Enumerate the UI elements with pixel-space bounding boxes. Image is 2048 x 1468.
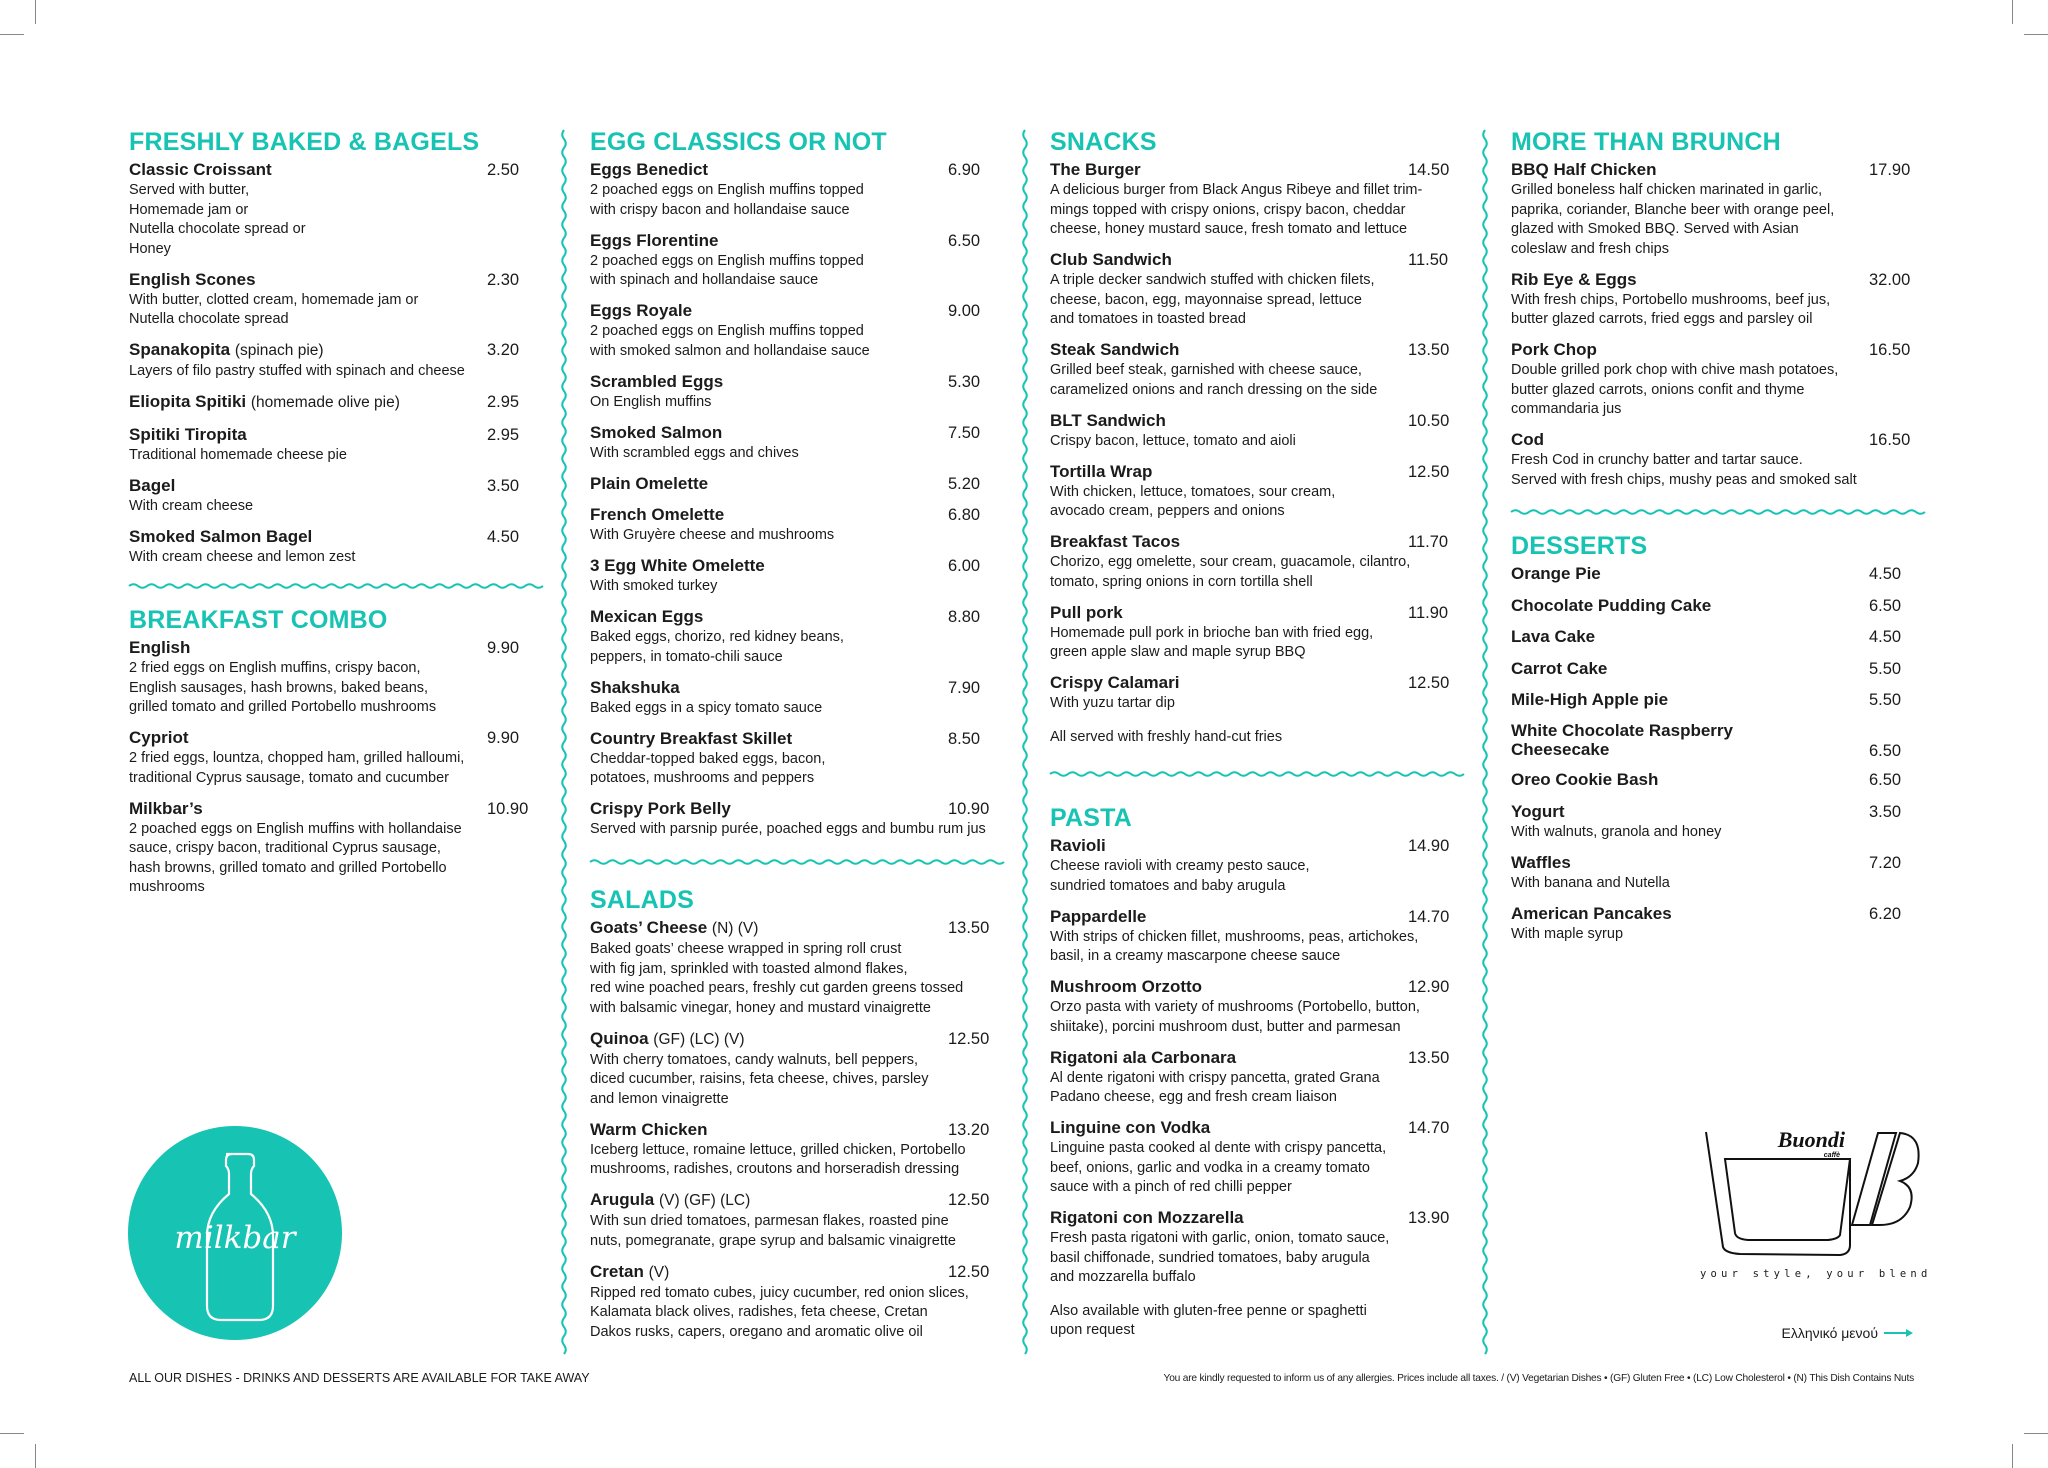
menu-item-price: 4.50 bbox=[1869, 628, 1902, 646]
wavy-section-separator bbox=[1050, 772, 1464, 776]
menu-item-name: Pull pork bbox=[1050, 602, 1123, 622]
section-title: FRESHLY BAKED & BAGELS bbox=[129, 128, 480, 156]
menu-item-name: White Chocolate Raspberry Cheesecake bbox=[1511, 720, 1733, 759]
menu-item-description: Chorizo, egg omelette, sour cream, guacamole, cilantro, tomato, spring onions in corn tortilla shell bbox=[1050, 554, 1411, 590]
menu-item-price: 6.20 bbox=[1869, 904, 1902, 923]
menu-item-description: With yuzu tartar dip bbox=[1050, 695, 1175, 711]
menu-item-description: 2 fried eggs on English muffins, crispy bacon, English sausages, hash browns, baked beans, grilled tomato and grilled Portobello mushrooms bbox=[129, 660, 437, 715]
menu-item-price: 3.50 bbox=[1869, 802, 1902, 821]
menu-item-price: 14.70 bbox=[1408, 1119, 1450, 1137]
menu-item-price: 6.50 bbox=[1869, 596, 1902, 615]
crop-mark bbox=[2024, 1433, 2048, 1434]
menu-item-name: Warm Chicken bbox=[590, 1119, 708, 1139]
menu-item-description: Double grilled pork chop with chive mash potatoes, butter glazed carrots, onions confit and thyme commandaria jus bbox=[1511, 362, 1839, 417]
menu-item-price: 8.50 bbox=[948, 729, 981, 748]
menu-item-tags: (homemade olive pie) bbox=[250, 394, 400, 411]
menu-item-name: Bagel bbox=[129, 475, 176, 495]
menu-item-name: French Omelette bbox=[590, 505, 725, 524]
menu-item-price: 14.70 bbox=[1408, 907, 1450, 926]
menu-item-name: The Burger bbox=[1050, 160, 1141, 179]
menu-item-price: 10.50 bbox=[1408, 411, 1450, 430]
menu-item-tags: (N) (V) bbox=[711, 920, 759, 937]
menu-item-name: Waffles bbox=[1511, 852, 1571, 872]
menu-item-price: 12.50 bbox=[948, 1029, 990, 1048]
menu-item-name: Rib Eye & Eggs bbox=[1511, 269, 1637, 289]
menu-item-tags: (V) (GF) (LC) bbox=[658, 1192, 751, 1209]
section-note: Also available with gluten-free penne or spaghetti upon request bbox=[1050, 1302, 1367, 1338]
menu-item-price: 9.90 bbox=[487, 639, 520, 657]
menu-item-price: 4.50 bbox=[1869, 565, 1902, 583]
wavy-section-separator bbox=[1511, 510, 1925, 514]
greek-menu-link[interactable] bbox=[1782, 1325, 1915, 1341]
menu-item-name: Carrot Cake bbox=[1511, 658, 1608, 678]
menu-item-price: 5.20 bbox=[948, 474, 981, 493]
menu-item-price: 6.00 bbox=[948, 557, 981, 575]
menu-item-price: 8.80 bbox=[948, 608, 981, 626]
menu-item-name: Spanakopita bbox=[129, 340, 231, 359]
menu-item-name: Oreo Cookie Bash bbox=[1511, 770, 1659, 789]
menu-item-price: 11.50 bbox=[1408, 251, 1449, 269]
menu-item-description: Grilled beef steak, garnished with cheese sauce, caramelized onions and ranch dressing on the side bbox=[1050, 362, 1378, 398]
menu-item-description: Served with butter, Homemade jam or Nutella chocolate spread or Honey bbox=[129, 182, 306, 257]
menu-item-name: 3 Egg White Omelette bbox=[590, 556, 765, 575]
menu-item-name: Breakfast Tacos bbox=[1050, 532, 1181, 551]
menu-item-description: Served with parsnip purée, poached eggs and bumbu rum jus bbox=[590, 821, 986, 837]
menu-item-price: 9.00 bbox=[948, 302, 981, 320]
menu-item-price: 6.50 bbox=[1869, 771, 1902, 789]
menu-item-name: Pork Chop bbox=[1511, 340, 1597, 359]
buondi-tagline: your style, your blend bbox=[1700, 1268, 1932, 1280]
menu-item-price: 14.50 bbox=[1408, 161, 1450, 179]
menu-item-name: Rigatoni ala Carbonara bbox=[1050, 1047, 1237, 1067]
menu-item-name: Crispy Pork Belly bbox=[590, 799, 731, 818]
menu-item-name: Eggs Benedict bbox=[590, 160, 709, 179]
menu-item-tags: (V) bbox=[648, 1263, 670, 1281]
menu-item-description: With cream cheese and lemon zest bbox=[129, 548, 356, 565]
menu-item-price: 11.90 bbox=[1408, 603, 1449, 622]
menu-item-price: 3.20 bbox=[487, 341, 520, 359]
buondi-logo-subtext: caffè bbox=[1823, 1152, 1840, 1159]
menu-item-description: Homemade pull pork in brioche ban with fried egg, green apple slaw and maple syrup BBQ bbox=[1050, 624, 1374, 660]
menu-item-name: Ravioli bbox=[1050, 836, 1106, 855]
menu-item-price: 11.70 bbox=[1408, 533, 1449, 551]
menu-item-description: Crispy bacon, lettuce, tomato and aioli bbox=[1050, 432, 1296, 449]
crop-mark bbox=[2012, 0, 2013, 24]
menu-item-price: 5.50 bbox=[1869, 659, 1902, 678]
menu-item-name: Mile-High Apple pie bbox=[1511, 690, 1669, 709]
crop-mark bbox=[2012, 1444, 2013, 1468]
takeaway-note: ALL OUR DISHES - DRINKS AND DESSERTS ARE AVAILABLE FOR TAKE AWAY bbox=[129, 1371, 590, 1385]
menu-item-name: Country Breakfast Skillet bbox=[590, 728, 793, 748]
allergy-note: You are kindly requested to inform us of any allergies. Prices include all taxes. / (V) Vegetarian Dishes • (GF) Gluten Free • (LC) Low Cholesterol • (N) This Dish Contains Nuts bbox=[1163, 1373, 1914, 1384]
buondi-logo bbox=[1700, 1125, 1925, 1265]
menu-item-description: With banana and Nutella bbox=[1511, 874, 1670, 891]
menu-item-name: American Pancakes bbox=[1511, 903, 1672, 923]
menu-item-description: Linguine pasta cooked al dente with crispy pancetta, beef, onions, garlic and vodka in a creamy tomato sauce with a pinch of red chilli pepper bbox=[1050, 1140, 1387, 1195]
menu-item-description: With smoked turkey bbox=[590, 578, 718, 594]
menu-item-description: With butter, clotted cream, homemade jam or Nutella chocolate spread bbox=[129, 291, 419, 327]
menu-item-name: English Scones bbox=[129, 269, 256, 289]
menu-item-price: 7.90 bbox=[948, 678, 981, 697]
menu-item-price: 5.50 bbox=[1869, 691, 1902, 709]
menu-item-description: 2 poached eggs on English muffins topped with smoked salmon and hollandaise sauce bbox=[590, 323, 870, 359]
menu-item-name: Classic Croissant bbox=[129, 160, 272, 179]
menu-item-name: Lava Cake bbox=[1511, 627, 1596, 646]
wavy-column-divider bbox=[562, 130, 566, 1354]
menu-item-name: Eggs Florentine bbox=[590, 230, 719, 250]
menu-item-name: BLT Sandwich bbox=[1050, 410, 1166, 430]
menu-item-description: 2 poached eggs on English muffins topped with crispy bacon and hollandaise sauce bbox=[590, 182, 864, 218]
menu-item-name: Crispy Calamari bbox=[1050, 673, 1180, 692]
menu-item-price: 2.95 bbox=[487, 393, 520, 411]
menu-item-price: 7.20 bbox=[1869, 853, 1902, 872]
menu-item-description: 2 fried eggs, lountza, chopped ham, grilled halloumi, traditional Cyprus sausage, tomato and cucumber bbox=[129, 750, 465, 786]
menu-item-name: Spitiki Tiropita bbox=[129, 424, 247, 444]
menu-item-description: Layers of filo pastry stuffed with spinach and cheese bbox=[129, 363, 465, 379]
menu-item-price: 12.50 bbox=[1408, 462, 1450, 481]
menu-item-price: 2.95 bbox=[487, 425, 520, 444]
menu-item-name: Cypriot bbox=[129, 728, 189, 747]
menu-item-price: 13.90 bbox=[1408, 1209, 1450, 1227]
menu-item-price: 12.50 bbox=[1408, 674, 1450, 692]
section-note: All served with freshly hand-cut fries bbox=[1050, 728, 1283, 745]
crop-mark bbox=[2024, 34, 2048, 35]
crop-mark bbox=[0, 1433, 24, 1434]
menu-item-name: Smoked Salmon Bagel bbox=[129, 526, 313, 546]
menu-item-price: 4.50 bbox=[487, 527, 520, 546]
menu-item-name: English bbox=[129, 638, 191, 657]
menu-item-tags: (GF) (LC) (V) bbox=[653, 1030, 745, 1048]
menu-item-price: 7.50 bbox=[948, 423, 981, 442]
menu-item-name: Orange Pie bbox=[1511, 564, 1601, 583]
menu-item-name: Steak Sandwich bbox=[1050, 340, 1180, 359]
menu-item-name: Pappardelle bbox=[1050, 906, 1147, 926]
wavy-column-divider bbox=[1023, 130, 1027, 1354]
menu-item-price: 32.00 bbox=[1869, 270, 1911, 289]
menu-item-price: 13.20 bbox=[948, 1120, 990, 1139]
menu-item-description: Baked eggs in a spicy tomato sauce bbox=[590, 699, 823, 716]
menu-item-price: 12.50 bbox=[948, 1191, 990, 1209]
menu-item-description: 2 poached eggs on English muffins topped with spinach and hollandaise sauce bbox=[590, 252, 864, 288]
menu-item-price: 2.50 bbox=[487, 161, 520, 179]
menu-item-description: Baked goats’ cheese wrapped in spring roll crust with fig jam, sprinkled with toasted almond flakes, red wine poached pears, freshly cut garden greens tossed with balsamic vinegar, honey and mustard vinaigrette bbox=[590, 941, 964, 1016]
menu-item-price: 12.50 bbox=[948, 1262, 990, 1281]
menu-item-price: 12.90 bbox=[1408, 978, 1450, 996]
menu-item-name: Rigatoni con Mozzarella bbox=[1050, 1208, 1244, 1227]
menu-item-description: Baked eggs, chorizo, red kidney beans, peppers, in tomato-chili sauce bbox=[590, 629, 844, 665]
menu-item-name: Cod bbox=[1511, 430, 1545, 449]
menu-item-name: Smoked Salmon bbox=[590, 422, 723, 442]
menu-item-name: Club Sandwich bbox=[1050, 250, 1172, 269]
menu-item-name: Linguine con Vodka bbox=[1050, 1118, 1211, 1137]
menu-item-price: 6.50 bbox=[948, 231, 981, 250]
menu-item-description: 2 poached eggs on English muffins with hollandaise sauce, crispy bacon, traditional Cyprus sausage, hash browns, grilled tomato and grilled Portobello mushrooms bbox=[129, 820, 462, 895]
menu-item-description: Ripped red tomato cubes, juicy cucumber, red onion slices, Kalamata black olives, radishes, feta cheese, Cretan Dakos rusks, capers, oregano and aromatic olive oil bbox=[590, 1284, 969, 1340]
menu-item-price: 14.90 bbox=[1408, 837, 1450, 855]
menu-item-description: With strips of chicken fillet, mushrooms, peas, artichokes, basil, in a creamy mascarpone cheese sauce bbox=[1050, 928, 1419, 964]
menu-item-price: 9.90 bbox=[487, 729, 520, 747]
menu-item-description: With Gruyère cheese and mushrooms bbox=[590, 527, 835, 543]
menu-item-description: With walnuts, granola and honey bbox=[1511, 823, 1722, 840]
menu-item-name: Quinoa bbox=[590, 1028, 649, 1048]
menu-item-name: Scrambled Eggs bbox=[590, 371, 724, 391]
menu-item-name: Arugula bbox=[590, 1190, 655, 1209]
section-title: MORE THAN BRUNCH bbox=[1511, 128, 1781, 156]
menu-item-price: 13.50 bbox=[948, 919, 990, 937]
section-title: BREAKFAST COMBO bbox=[129, 606, 388, 634]
menu-item-name: Eggs Royale bbox=[590, 301, 693, 320]
menu-item-name: Yogurt bbox=[1511, 801, 1565, 821]
crop-mark bbox=[35, 0, 36, 24]
buondi-logo-text: Buondi bbox=[1777, 1127, 1845, 1152]
menu-item-description: With chicken, lettuce, tomatoes, sour cream, avocado cream, peppers and onions bbox=[1050, 483, 1336, 519]
menu-item-price: 6.50 bbox=[1869, 741, 1902, 760]
menu-item-description: Al dente rigatoni with crispy pancetta, grated Grana Padano cheese, egg and fresh cream liaison bbox=[1050, 1069, 1380, 1105]
menu-item-description: Fresh Cod in crunchy batter and tartar sauce. Served with fresh chips, mushy peas and smoked salt bbox=[1511, 452, 1857, 488]
menu-item-description: Fresh pasta rigatoni with garlic, onion, tomato sauce, basil chiffonade, sundried tomatoes, baby arugula and mozzarella buffalo bbox=[1050, 1230, 1390, 1285]
menu-item-description: On English muffins bbox=[590, 393, 712, 410]
menu-item-name: BBQ Half Chicken bbox=[1511, 160, 1657, 179]
menu-item-name: Eliopita Spitiki bbox=[129, 392, 247, 411]
menu-item-name: Cretan bbox=[590, 1261, 644, 1281]
menu-item-name: Mushroom Orzotto bbox=[1050, 977, 1203, 996]
menu-item-name: Tortilla Wrap bbox=[1050, 461, 1153, 481]
menu-item-description: With scrambled eggs and chives bbox=[590, 444, 799, 461]
menu-item-name: Shakshuka bbox=[590, 677, 680, 697]
menu-item-tags: (spinach pie) bbox=[234, 342, 324, 359]
menu-item-price: 16.50 bbox=[1869, 341, 1911, 359]
section-title: SNACKS bbox=[1050, 128, 1157, 156]
menu-item-price: 6.90 bbox=[948, 161, 981, 179]
greek-menu-label: Ελληνικό μενού bbox=[1781, 1325, 1878, 1341]
menu-item-price: 2.30 bbox=[487, 270, 520, 289]
menu-item-description: With cherry tomatoes, candy walnuts, bell peppers, diced cucumber, raisins, feta cheese, chives, parsley and lemon vinaigrette bbox=[590, 1051, 929, 1107]
menu-item-description: Orzo pasta with variety of mushrooms (Portobello, button, shiitake), porcini mushroom dust, butter and parmesan bbox=[1050, 999, 1420, 1035]
menu-item-description: A delicious burger from Black Angus Ribeye and fillet trim- mings topped with crispy onions, crispy bacon, cheddar cheese, honey mustard sauce, fresh tomato and lettuce bbox=[1050, 182, 1423, 237]
menu-item-name: Goats’ Cheese bbox=[590, 918, 708, 937]
section-title: EGG CLASSICS OR NOT bbox=[590, 128, 887, 156]
menu-item-description: Traditional homemade cheese pie bbox=[129, 446, 347, 463]
menu-item-price: 3.50 bbox=[487, 476, 520, 495]
menu-item-description: A triple decker sandwich stuffed with chicken filets, cheese, bacon, egg, mayonnaise spread, lettuce and tomatoes in toasted bread bbox=[1050, 272, 1375, 327]
menu-item-price: 10.90 bbox=[487, 799, 529, 818]
menu-item-description: With cream cheese bbox=[129, 497, 254, 514]
menu-item-description: Cheddar-topped baked eggs, bacon, potatoes, mushrooms and peppers bbox=[590, 750, 826, 786]
wavy-section-separator bbox=[129, 584, 543, 588]
arrow-right-icon bbox=[1884, 1328, 1914, 1338]
menu-item-description: Cheese ravioli with creamy pesto sauce, sundried tomatoes and baby arugula bbox=[1050, 858, 1310, 894]
menu-item-name: Milkbar’s bbox=[129, 798, 203, 818]
menu-item-name: Chocolate Pudding Cake bbox=[1511, 595, 1712, 615]
section-title: DESSERTS bbox=[1511, 532, 1648, 560]
crop-mark bbox=[35, 1444, 36, 1468]
wavy-section-separator bbox=[590, 860, 1004, 864]
menu-item-description: Iceberg lettuce, romaine lettuce, grilled chicken, Portobello mushrooms, radishes, croutons and horseradish dressing bbox=[590, 1141, 966, 1177]
section-title: SALADS bbox=[590, 886, 694, 914]
menu-item-price: 13.50 bbox=[1408, 1048, 1450, 1067]
menu-item-price: 5.30 bbox=[948, 372, 981, 391]
menu-item-price: 13.50 bbox=[1408, 341, 1450, 359]
milkbar-logo bbox=[128, 1126, 342, 1340]
menu-item-name: Mexican Eggs bbox=[590, 607, 704, 626]
menu-item-description: With fresh chips, Portobello mushrooms, beef jus, butter glazed carrots, fried eggs and parsley oil bbox=[1511, 291, 1831, 327]
section-title: PASTA bbox=[1050, 804, 1133, 832]
menu-item-price: 17.90 bbox=[1869, 161, 1911, 179]
menu-item-description: Grilled boneless half chicken marinated in garlic, paprika, coriander, Blanche beer with orange peel, glazed with Smoked BBQ. Served with Asian coleslaw and fresh chips bbox=[1511, 182, 1835, 257]
menu-item-name: Plain Omelette bbox=[590, 473, 709, 493]
wavy-column-divider bbox=[1483, 130, 1487, 1354]
menu-item-price: 10.90 bbox=[948, 800, 990, 818]
menu-item-description: With maple syrup bbox=[1511, 925, 1624, 942]
menu-item-description: With sun dried tomatoes, parmesan flakes, roasted pine nuts, pomegranate, grape syrup and balsamic vinaigrette bbox=[590, 1213, 956, 1249]
menu-item-price: 16.50 bbox=[1869, 431, 1911, 449]
milkbar-logo-text: milkbar bbox=[174, 1220, 296, 1256]
menu-item-price: 6.80 bbox=[948, 506, 981, 524]
crop-mark bbox=[0, 34, 24, 35]
